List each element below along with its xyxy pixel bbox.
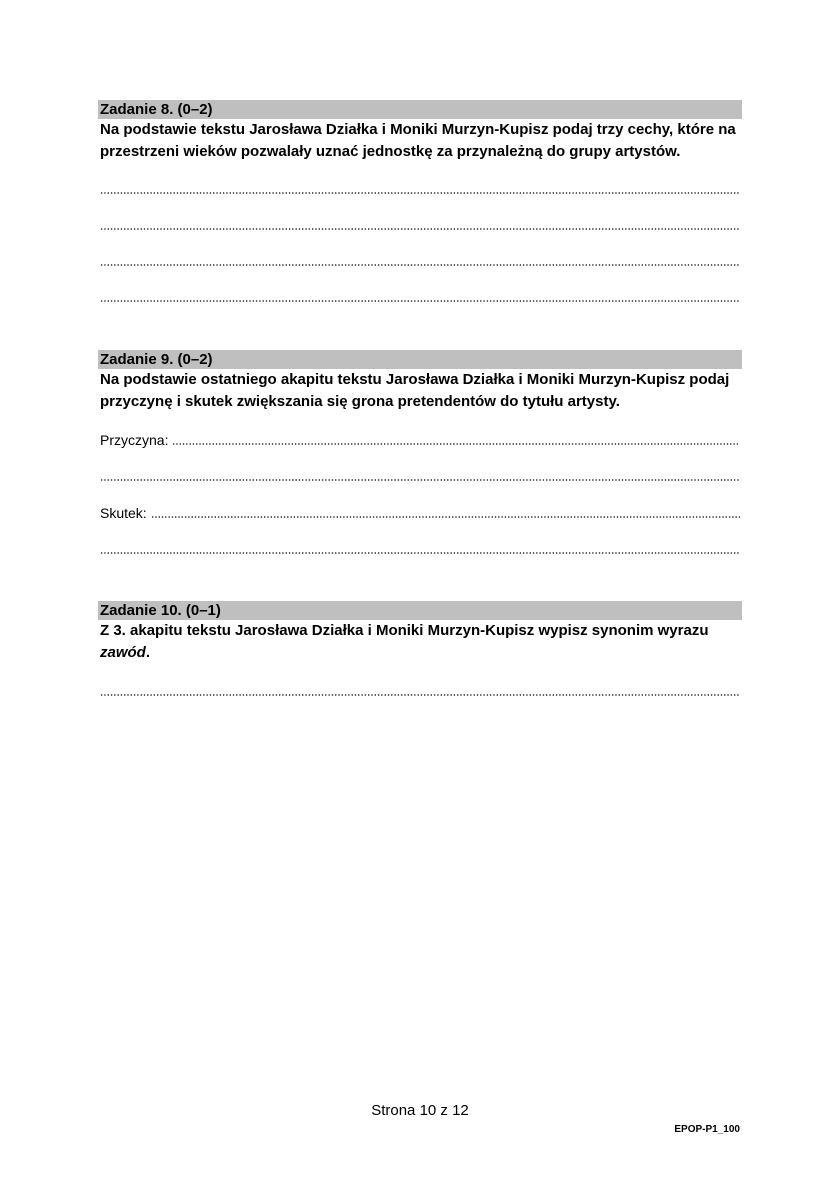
task-9-header: Zadanie 9. (0–2) xyxy=(98,350,742,369)
task-8-answer-line-2[interactable] xyxy=(100,216,740,234)
dotted-line xyxy=(151,515,740,519)
task-8-answer-line-3[interactable] xyxy=(100,252,740,270)
task-10-text-end: . xyxy=(145,644,151,661)
page-number: Strona 10 z 12 xyxy=(371,1102,469,1119)
cause-label: Przyczyna: xyxy=(100,432,169,448)
task-8-instruction: Na podstawie tekstu Jarosława Działka i Moniki Murzyn-Kupisz podaj trzy cechy, które na przestrzeni wieków pozwalały uznać jednostkę za przynależną do grupy artystów. xyxy=(100,121,736,160)
exam-code: EPOP-P1_100 xyxy=(674,1124,740,1135)
task-10-header: Zadanie 10. (0–1) xyxy=(98,601,742,620)
dotted-line xyxy=(100,478,740,482)
task-9-cause-line-2[interactable] xyxy=(100,467,740,485)
task-10-text-main: Z 3. akapitu tekstu Jarosława Działka i Moniki Murzyn-Kupisz wypisz synonim wyrazu xyxy=(100,622,709,639)
dotted-line xyxy=(100,263,740,267)
dotted-line xyxy=(100,191,740,195)
task-10-answer-line[interactable] xyxy=(100,682,740,700)
dotted-line xyxy=(100,693,740,697)
task-9-cause-line[interactable] xyxy=(100,431,740,449)
task-8-answer-line-1[interactable] xyxy=(100,180,740,198)
task-10-instruction xyxy=(100,620,742,664)
task-8-header: Zadanie 8. (0–2) xyxy=(98,100,742,119)
task-9-effect-line-2[interactable] xyxy=(100,540,740,558)
task-10-text-italic: zawód xyxy=(100,644,146,661)
effect-label: Skutek: xyxy=(100,505,147,521)
dotted-line xyxy=(172,442,740,446)
task-9-effect-line[interactable] xyxy=(100,504,740,522)
task-8-answer-line-4[interactable] xyxy=(100,288,740,306)
dotted-line xyxy=(100,299,740,303)
dotted-line xyxy=(100,551,740,555)
task-9-instruction: Na podstawie ostatniego akapitu tekstu Jarosława Działka i Moniki Murzyn-Kupisz podaj przyczynę i skutek zwiększania się grona pretendentów do tytułu artysty. xyxy=(100,371,730,410)
dotted-line xyxy=(100,227,740,231)
